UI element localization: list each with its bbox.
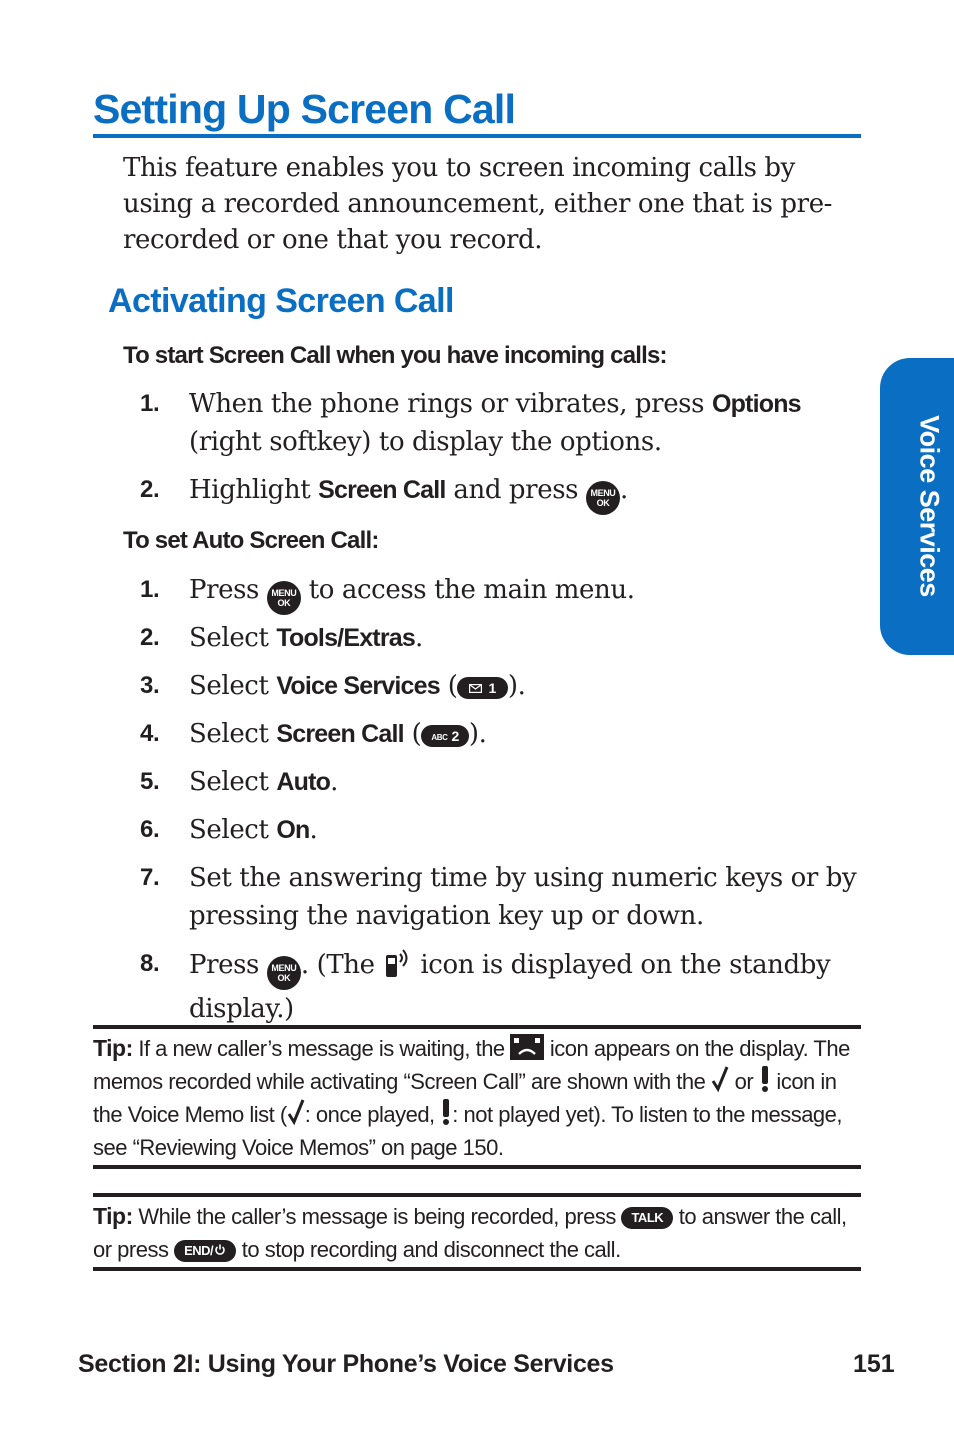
step-number: 5. xyxy=(140,768,160,795)
envelope-icon xyxy=(469,684,482,693)
step-text: Select Auto. xyxy=(189,767,338,797)
step-text: Select Screen Call ( ABC 2 ). xyxy=(189,719,487,749)
footer-page-number: 151 xyxy=(853,1350,895,1378)
section-heading: Activating Screen Call xyxy=(108,282,454,320)
tip-1-top-rule xyxy=(93,1025,861,1029)
step-number: 4. xyxy=(140,720,160,747)
step-number: 6. xyxy=(140,816,160,843)
end-power-key-icon: END/ xyxy=(174,1240,236,1262)
exclamation-icon xyxy=(440,1098,452,1126)
auto-keyword: Auto xyxy=(276,768,331,796)
tip-2-bottom-rule xyxy=(93,1267,861,1271)
tip-1-bottom-rule xyxy=(93,1165,861,1169)
auto-step-4 xyxy=(140,715,860,753)
intro-paragraph: This feature enables you to screen incoming calls by using a recorded announcement, either one that is pre-recorded or one that you record. xyxy=(123,153,833,255)
screen-call-keyword: Screen Call xyxy=(276,720,404,748)
screen-call-phone-icon xyxy=(383,945,413,979)
tools-extras-keyword: Tools/Extras xyxy=(276,624,415,652)
auto-step-6 xyxy=(140,811,860,849)
exclamation-icon xyxy=(759,1065,771,1093)
auto-step-7 xyxy=(140,859,860,935)
tip-1: Tip: If a new caller’s message is waiting, the icon appears on the display. The memos recorded while activating “Screen Call” are shown with the or icon in the Voice Memo list ( : once played, : not played yet). To listen to the message, see “Reviewing Voice Memos” on page 150. xyxy=(93,1035,850,1160)
voice-services-keyword: Voice Services xyxy=(276,672,440,700)
screen-call-keyword: Screen Call xyxy=(318,476,446,504)
step-text: Press MENU OK . (The icon is displayed on the standby display.) xyxy=(189,945,860,1028)
tip-2-top-rule xyxy=(93,1193,861,1197)
step-number: 2. xyxy=(140,476,160,503)
options-keyword: Options xyxy=(711,390,801,418)
key-1-icon: 1 xyxy=(457,677,507,699)
on-keyword: On xyxy=(276,816,310,844)
step-text: Press MENU OK to access the main menu. xyxy=(189,571,860,615)
side-tab-label: Voice Services xyxy=(914,415,945,597)
step-text: Set the answering time by using numeric keys or by pressing the navigation key up or down. xyxy=(189,863,857,931)
footer-section-title: Section 2I: Using Your Phone’s Voice Services xyxy=(78,1350,614,1378)
auto-step-1 xyxy=(140,571,860,615)
menu-ok-key-icon: MENU OK xyxy=(586,481,620,515)
tip-label: Tip: xyxy=(93,1035,133,1061)
step-number: 1. xyxy=(140,390,160,417)
step-text: Select Voice Services ( 1 ). xyxy=(189,671,526,701)
step-text: Select On. xyxy=(189,815,318,845)
auto-step-2 xyxy=(140,619,860,657)
key-2-icon: ABC 2 xyxy=(421,725,469,747)
page-title: Setting Up Screen Call xyxy=(93,86,516,132)
step-number: 7. xyxy=(140,864,160,891)
tip-label: Tip: xyxy=(93,1203,133,1229)
new-message-icon xyxy=(510,1034,544,1060)
incoming-step-1 xyxy=(140,385,860,461)
auto-step-8 xyxy=(140,945,860,1028)
step-number: 3. xyxy=(140,672,160,699)
checkmark-icon xyxy=(287,1098,305,1126)
checkmark-icon xyxy=(711,1065,729,1093)
subheading-auto-screen-call: To set Auto Screen Call: xyxy=(123,527,379,554)
title-rule xyxy=(93,134,861,138)
incoming-step-2 xyxy=(140,471,860,515)
talk-key-icon: TALK xyxy=(621,1207,673,1229)
step-text: When the phone rings or vibrates, press Options (right softkey) to display the options. xyxy=(189,389,801,457)
step-number: 2. xyxy=(140,624,160,651)
step-number: 1. xyxy=(140,576,160,603)
step-text: Select Tools/Extras. xyxy=(189,623,423,653)
tip-2: Tip: While the caller’s message is being recorded, press TALK to answer the call, or press END/ to stop recording and disconnect the call. xyxy=(93,1203,847,1262)
menu-ok-key-icon: MENU OK xyxy=(267,956,301,990)
power-icon xyxy=(214,1244,226,1256)
menu-ok-key-icon: MENU OK xyxy=(267,581,301,615)
subheading-incoming-calls: To start Screen Call when you have incoming calls: xyxy=(123,342,667,369)
auto-step-5 xyxy=(140,763,860,801)
step-text: Highlight Screen Call and press MENU OK . xyxy=(189,471,860,515)
auto-step-3 xyxy=(140,667,860,705)
step-number: 8. xyxy=(140,950,160,977)
